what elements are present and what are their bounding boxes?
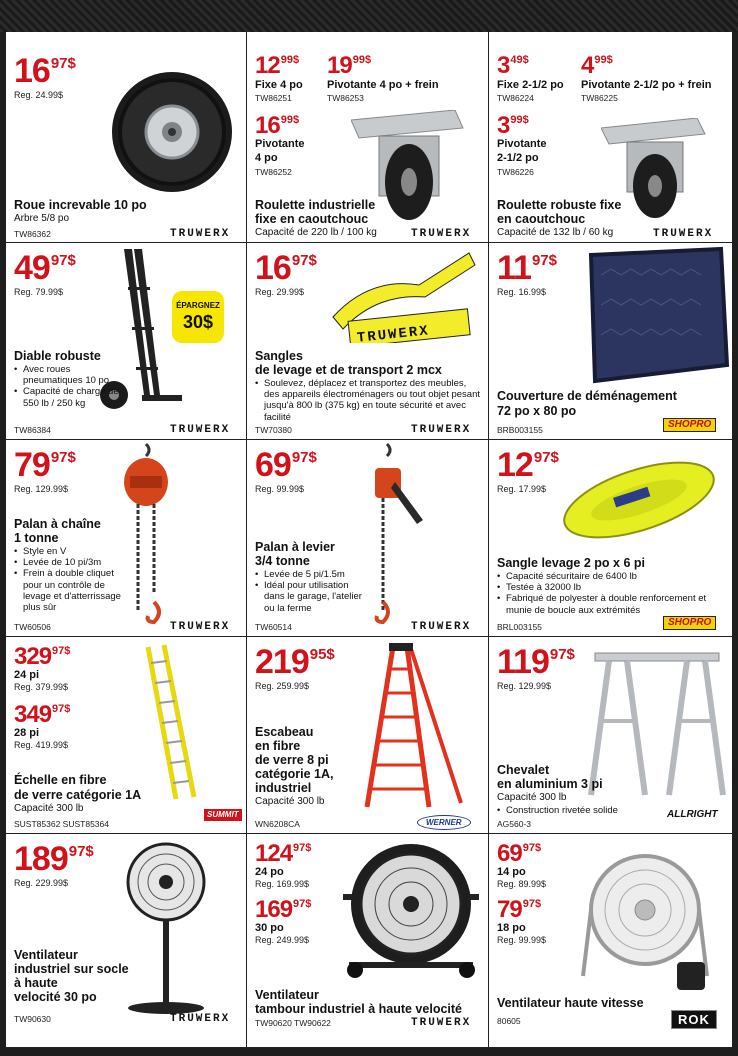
feature-list: [497, 805, 647, 816]
feature-item: • Testée à 32000 lb: [497, 582, 723, 593]
brand-logo: TRUWERX: [653, 228, 714, 240]
brand-logo: TRUWERX: [170, 1013, 231, 1025]
wheel-image: [106, 68, 238, 198]
regular-price: Reg. 24.99$: [14, 90, 64, 100]
brand-logo: TRUWERX: [170, 228, 231, 240]
variant-label: 24 po: [255, 866, 284, 878]
product-title: de levage et de transport 2 mcx: [255, 363, 442, 377]
regular-price: Reg. 169.99$: [255, 879, 310, 889]
feature-item: • Capacité de charge de 550 lb / 250 kg: [14, 386, 122, 408]
sku: TW86252: [255, 167, 292, 177]
product-title: fixe en caoutchouc: [255, 212, 369, 226]
price-14in: $69^{97\$}$: [497, 840, 542, 867]
product-cell-step-ladder[interactable]: [247, 637, 489, 834]
product-title: Palan à chaîne: [14, 517, 101, 531]
price-fixed: $12^{99\$}$: [255, 52, 300, 79]
sku: TW90630: [14, 1014, 51, 1024]
lever-hoist-image: [365, 442, 431, 626]
sawhorse-image: [587, 651, 727, 799]
price-swivel-brake: $4^{99\$}$: [581, 52, 613, 79]
brand-logo: TRUWERX: [411, 1017, 472, 1029]
sku: TW86225: [581, 93, 618, 103]
product-title: de verre catégorie 1A: [14, 788, 142, 802]
price-30in: $169^{97\$}$: [255, 896, 312, 923]
brand-logo: WERNER: [417, 815, 471, 830]
sku: TW86226: [497, 167, 534, 177]
product-cell-lever-hoist[interactable]: [247, 440, 489, 637]
sku: TW60506: [14, 622, 51, 632]
product-title: velocité 30 po: [14, 990, 97, 1004]
product-title: Couverture de déménagement: [497, 389, 677, 403]
regular-price: Reg. 17.99$: [497, 484, 547, 494]
price-swivel: $3^{99\$}$: [497, 112, 529, 139]
feature-item: • Soulevez, déplacez et transportez des meubles, des appareils électroménagers ou tout objet pesant jusqu'à 800 lb (375 kg) en toute sécurité et avec facilité: [255, 378, 481, 423]
product-title: 3/4 tonne: [255, 554, 310, 568]
sku: WN6208CA: [255, 819, 300, 829]
savings-badge: ÉPARGNEZ 30$: [172, 291, 224, 343]
product-cell-drum-fan[interactable]: [247, 834, 489, 1048]
brand-logo: SHOPRO: [663, 616, 716, 630]
regular-price: Reg. 79.99$: [14, 287, 64, 297]
variant-label: 24 pi: [14, 669, 40, 681]
product-title: industriel: [255, 781, 312, 795]
sku: TW60514: [255, 622, 292, 632]
feature-item: • Idéal pour utilisation dans le garage, l'atelier ou la ferme: [255, 580, 367, 614]
price-28ft: $349^{97\$}$: [14, 701, 71, 728]
blanket-image: [581, 245, 731, 385]
sku: 80605: [497, 1016, 521, 1026]
sku: TW86362: [14, 229, 51, 239]
product-cell-pedestal-fan[interactable]: [6, 834, 247, 1048]
regular-price: Reg. 379.99$: [14, 682, 69, 692]
product-title: 72 po x 80 po: [497, 404, 577, 418]
variant-label: Pivotante: [255, 138, 305, 150]
brand-logo: ROK: [671, 1010, 717, 1029]
variant-label: 14 po: [497, 866, 526, 878]
product-title: en aluminium 3 pi: [497, 777, 603, 791]
price: 21995$: [255, 643, 335, 681]
regular-price: Reg. 99.99$: [255, 484, 305, 494]
product-title: tambour industriel à haute velocité: [255, 1002, 462, 1016]
product-cell-caster-4in[interactable]: [247, 32, 489, 243]
product-title: 1 tonne: [14, 531, 59, 545]
variant-label: 18 po: [497, 922, 526, 934]
price-24ft: $329^{97\$}$: [14, 643, 71, 670]
variant-label: Pivotante: [497, 138, 547, 150]
sku: BRB003155: [497, 425, 543, 435]
product-title: catégorie 1A,: [255, 767, 334, 781]
product-title: Ventilateur: [255, 988, 319, 1002]
variant-label: Fixe 2-1/2 po: [497, 79, 564, 91]
product-cell-chain-hoist[interactable]: [6, 440, 247, 637]
sku: TW86253: [327, 93, 364, 103]
sku: BRL003155: [497, 622, 542, 632]
price: 18997$: [14, 840, 94, 878]
brand-logo: TRUWERX: [411, 228, 472, 240]
feature-item: • Avec roues pneumatiques 10 po: [14, 364, 122, 386]
sku: TW86384: [14, 425, 51, 435]
capacity: Capacité 300 lb: [14, 803, 84, 814]
regular-price: Reg. 259.99$: [255, 681, 310, 691]
product-title: Ventilateur: [14, 948, 78, 962]
feature-item: • Levée de 10 pi/3m: [14, 557, 132, 568]
feature-list: [497, 571, 723, 616]
capacity: Capacité 300 lb: [497, 792, 567, 803]
product-title: Roulette robuste fixe: [497, 198, 622, 212]
price-swivel: $16^{99\$}$: [255, 112, 300, 139]
product-title: Roulette industrielle: [255, 198, 376, 212]
variant-label: 4 po: [255, 152, 278, 164]
product-cell-moving-blanket[interactable]: [489, 243, 732, 440]
price: 7997$: [14, 446, 76, 484]
brand-logo: ALLRIGHT: [667, 809, 718, 820]
feature-item: • Capacité sécuritaire de 6400 lb: [497, 571, 723, 582]
regular-price: Reg. 16.99$: [497, 287, 547, 297]
capacity: Capacité 300 lb: [255, 796, 325, 807]
product-cell-high-velocity-fan[interactable]: [489, 834, 732, 1048]
price: 4997$: [14, 249, 76, 287]
feature-list: [255, 569, 367, 614]
price-18in: $79^{97\$}$: [497, 896, 542, 923]
product-cell-hand-truck[interactable]: [6, 243, 247, 440]
sku: TW86224: [497, 93, 534, 103]
product-cell-caster-2in[interactable]: [489, 32, 732, 243]
price-fixed: $3^{49\$}$: [497, 52, 529, 79]
product-title: industriel sur socle: [14, 962, 129, 976]
variant-label: 30 po: [255, 922, 284, 934]
regular-price: Reg. 129.99$: [14, 484, 69, 494]
variant-label: Fixe 4 po: [255, 79, 303, 91]
product-title: Sangles: [255, 349, 303, 363]
brand-logo: SUMMIT: [204, 809, 242, 821]
brand-logo: SHOPRO: [663, 418, 716, 432]
product-title: en caoutchouc: [497, 212, 586, 226]
sku: AG560-3: [497, 819, 532, 829]
feature-list: [255, 378, 481, 423]
regular-price: Reg. 419.99$: [14, 740, 69, 750]
product-cell-lifting-straps[interactable]: [247, 243, 489, 440]
product-title: Échelle en fibre: [14, 773, 107, 787]
variant-label: Pivotante 4 po + frein: [327, 79, 439, 91]
brand-logo: TRUWERX: [411, 621, 472, 633]
regular-price: Reg. 249.99$: [255, 935, 310, 945]
carbon-header-bar: [0, 0, 738, 32]
price: 1297$: [497, 446, 559, 484]
brand-logo: TRUWERX: [411, 424, 472, 436]
sku: TW86251: [255, 93, 292, 103]
product-title: Ventilateur haute vitesse: [497, 996, 644, 1010]
variant-label: 28 pi: [14, 727, 40, 739]
product-cell-extension-ladder[interactable]: [6, 637, 247, 834]
capacity: Capacité de 132 lb / 60 kg: [497, 227, 614, 238]
product-title: Escabeau: [255, 725, 314, 739]
feature-item: • Frein à double cliquet pour un contrôle de levage et d'atterrissage plus sûr: [14, 568, 132, 613]
feature-list: [14, 546, 132, 613]
price: 1697$: [14, 52, 76, 90]
feature-item: • Style en V: [14, 546, 132, 557]
ladder-image: [142, 643, 202, 803]
price-swivel-brake: $19^{99\$}$: [327, 52, 372, 79]
sku: TW70380: [255, 425, 292, 435]
product-spec: Arbre 5/8 po: [14, 213, 70, 224]
product-cell-sawhorse[interactable]: [489, 637, 732, 834]
product-title: Roue increvable 10 po: [14, 198, 147, 212]
regular-price: Reg. 29.99$: [255, 287, 305, 297]
feature-item: • Levée de 5 pi/1.5m: [255, 569, 367, 580]
sku: TW90620 TW90622: [255, 1018, 331, 1028]
pedestal-fan-image: [116, 842, 216, 1018]
product-title: Sangle levage 2 po x 6 pi: [497, 556, 645, 570]
sku: SUST85362 SUST85364: [14, 819, 109, 829]
regular-price: Reg. 229.99$: [14, 878, 69, 888]
sling-image: [559, 456, 719, 542]
regular-price: Reg. 99.99$: [497, 935, 547, 945]
flyer-grid: [6, 32, 732, 1048]
price-24in: $124^{97\$}$: [255, 840, 312, 867]
step-ladder-image: [363, 643, 467, 811]
variant-label: 2-1/2 po: [497, 152, 539, 164]
feature-item: • Construction rivetée solide: [497, 805, 647, 816]
price: 1197$: [497, 249, 557, 287]
product-title: à haute: [14, 976, 58, 990]
feature-item: • Fabriqué de polyester à double renforcement et munie de boucle aux extrémités: [497, 593, 723, 615]
price: 1697$: [255, 249, 317, 287]
feature-list: [14, 364, 122, 409]
brand-logo: TRUWERX: [170, 424, 231, 436]
brand-logo: TRUWERX: [170, 621, 231, 633]
product-title: en fibre: [255, 739, 301, 753]
product-title: Palan à levier: [255, 540, 335, 554]
floor-fan-image: [581, 852, 717, 996]
product-title: Diable robuste: [14, 349, 101, 363]
price: 6997$: [255, 446, 317, 484]
product-cell-lifting-sling[interactable]: [489, 440, 732, 637]
regular-price: Reg. 129.99$: [497, 681, 552, 691]
regular-price: Reg. 89.99$: [497, 879, 547, 889]
variant-label: Pivotante 2-1/2 po + frein: [581, 79, 712, 91]
capacity: Capacité de 220 lb / 100 kg: [255, 227, 377, 238]
product-title: Chevalet: [497, 763, 550, 777]
strap-print: TRUWERX: [356, 323, 431, 347]
drum-fan-image: [339, 838, 483, 982]
price: 11997$: [497, 643, 575, 681]
product-cell-wheel[interactable]: [6, 32, 247, 243]
product-title: de verre 8 pi: [255, 753, 329, 767]
